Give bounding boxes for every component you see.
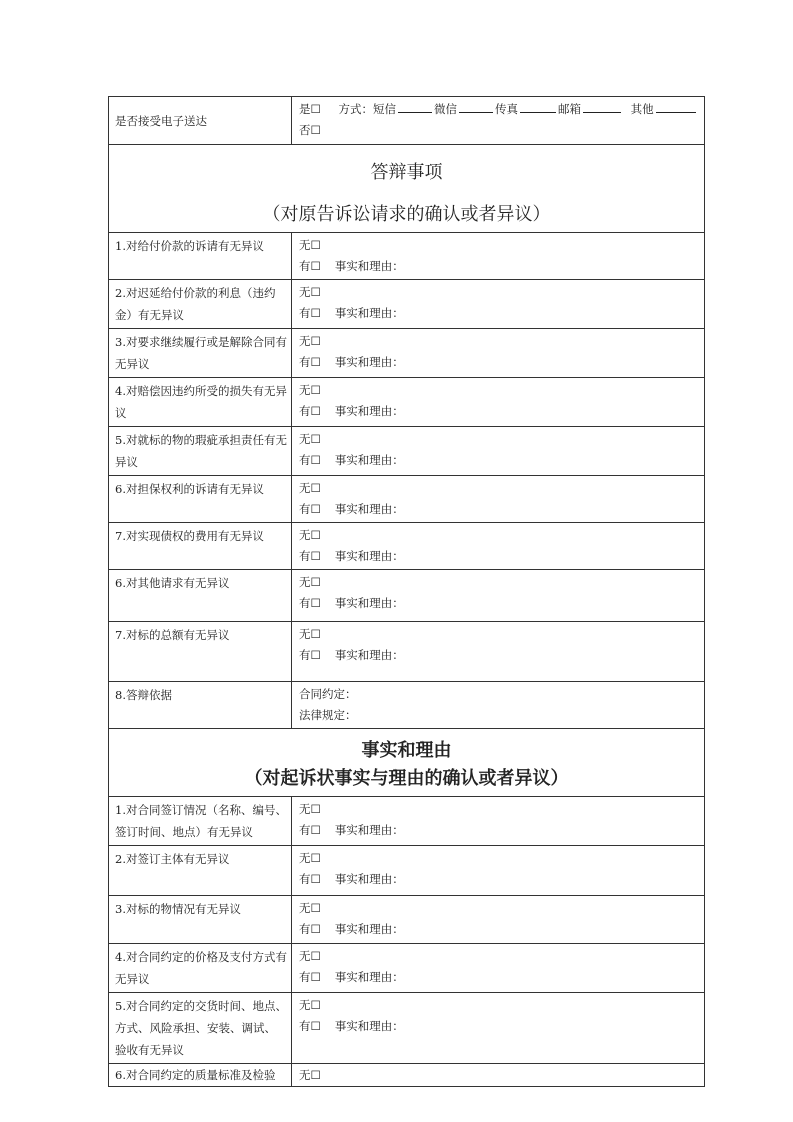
question-cell: 3.对要求继续履行或是解除合同有无异议 [109, 329, 292, 378]
question-cell: 4.对赔偿因违约所受的损失有无异议 [109, 378, 292, 427]
email-label: 邮箱 [557, 102, 581, 116]
none-checkbox[interactable]: 无☐ [299, 432, 321, 446]
answer-cell [292, 797, 705, 846]
answer-cell [292, 993, 705, 1064]
has-checkbox[interactable]: 有☐ [299, 549, 321, 563]
table-row [109, 570, 705, 622]
has-checkbox[interactable]: 有☐ [299, 872, 321, 886]
method-label: 方式： [338, 102, 373, 116]
none-checkbox[interactable]: 无☐ [299, 1068, 321, 1082]
none-checkbox[interactable]: 无☐ [299, 802, 321, 816]
table-row [109, 523, 705, 570]
table-row [109, 280, 705, 329]
table-row [109, 329, 705, 378]
answer-cell [292, 476, 705, 523]
question-cell: 6.对合同约定的质量标准及检验 [109, 1064, 292, 1087]
has-checkbox[interactable]: 有☐ [299, 596, 321, 610]
none-checkbox[interactable]: 无☐ [299, 528, 321, 542]
answer-cell [292, 329, 705, 378]
question-cell: 7.对标的总额有无异议 [109, 622, 292, 682]
section-title: 事实和理由 [361, 739, 452, 761]
question-cell: 6.对其他请求有无异议 [109, 570, 292, 622]
table-row [109, 993, 705, 1064]
section-header-facts [109, 729, 705, 797]
none-checkbox[interactable]: 无☐ [299, 285, 321, 299]
table-row [109, 427, 705, 476]
electronic-service-label: 是否接受电子送达 [109, 97, 292, 145]
reason-label: 事实和理由： [334, 404, 404, 418]
law-basis-field[interactable]: 法律规定： [299, 708, 357, 722]
question-cell: 3.对标的物情况有无异议 [109, 896, 292, 944]
answer-cell [292, 622, 705, 682]
question-cell: 1.对给付价款的诉请有无异议 [109, 233, 292, 280]
reason-label: 事实和理由： [334, 872, 404, 886]
question-cell: 6.对担保权利的诉请有无异议 [109, 476, 292, 523]
has-checkbox[interactable]: 有☐ [299, 453, 321, 467]
none-checkbox[interactable]: 无☐ [299, 949, 321, 963]
electronic-no-checkbox[interactable]: 否☐ [299, 123, 321, 137]
email-blank[interactable] [583, 101, 621, 113]
defense-form-table [108, 96, 705, 1087]
has-checkbox[interactable]: 有☐ [299, 259, 321, 273]
question-cell: 4.对合同约定的价格及支付方式有无异议 [109, 944, 292, 993]
table-row [109, 944, 705, 993]
question-cell: 7.对实现债权的费用有无异议 [109, 523, 292, 570]
table-row [109, 846, 705, 896]
table-row [109, 797, 705, 846]
has-checkbox[interactable]: 有☐ [299, 502, 321, 516]
question-cell: 8.答辩依据 [109, 682, 292, 729]
table-row [109, 378, 705, 427]
reason-label: 事实和理由： [334, 596, 404, 610]
has-checkbox[interactable]: 有☐ [299, 306, 321, 320]
question-cell: 2.对迟延给付价款的利息（违约金）有无异议 [109, 280, 292, 329]
answer-cell [292, 523, 705, 570]
reason-label: 事实和理由： [334, 259, 404, 273]
other-blank[interactable] [656, 101, 696, 113]
none-checkbox[interactable]: 无☐ [299, 627, 321, 641]
table-row [109, 233, 705, 280]
section-header-defense [109, 145, 705, 233]
none-checkbox[interactable]: 无☐ [299, 334, 321, 348]
question-cell: 5.对就标的物的瑕疵承担责任有无异议 [109, 427, 292, 476]
question-cell: 2.对签订主体有无异议 [109, 846, 292, 896]
answer-cell [292, 1064, 705, 1087]
fax-blank[interactable] [520, 101, 556, 113]
reason-label: 事实和理由： [334, 922, 404, 936]
reason-label: 事实和理由： [334, 306, 404, 320]
reason-label: 事实和理由： [334, 970, 404, 984]
table-row [109, 622, 705, 682]
table-row [109, 896, 705, 944]
contract-basis-field[interactable]: 合同约定： [299, 687, 357, 701]
none-checkbox[interactable]: 无☐ [299, 383, 321, 397]
answer-cell [292, 427, 705, 476]
electronic-service-row [109, 97, 705, 145]
basis-cell [292, 682, 705, 729]
answer-cell [292, 570, 705, 622]
none-checkbox[interactable]: 无☐ [299, 575, 321, 589]
section-subtitle: （对起诉状事实与理由的确认或者异议） [244, 767, 569, 789]
has-checkbox[interactable]: 有☐ [299, 823, 321, 837]
has-checkbox[interactable]: 有☐ [299, 970, 321, 984]
reason-label: 事实和理由： [334, 502, 404, 516]
reason-label: 事实和理由： [334, 453, 404, 467]
question-cell: 5.对合同约定的交货时间、地点、方式、风险承担、安装、调试、验收有无异议 [109, 993, 292, 1064]
has-checkbox[interactable]: 有☐ [299, 404, 321, 418]
fax-label: 传真 [494, 102, 518, 116]
has-checkbox[interactable]: 有☐ [299, 355, 321, 369]
none-checkbox[interactable]: 无☐ [299, 901, 321, 915]
has-checkbox[interactable]: 有☐ [299, 922, 321, 936]
answer-cell [292, 944, 705, 993]
answer-cell [292, 846, 705, 896]
reason-label: 事实和理由： [334, 1019, 404, 1033]
section-title: 答辩事项 [370, 161, 443, 183]
table-row [109, 1064, 705, 1087]
sms-label: 短信 [372, 102, 396, 116]
answer-cell [292, 233, 705, 280]
has-checkbox[interactable]: 有☐ [299, 648, 321, 662]
none-checkbox[interactable]: 无☐ [299, 851, 321, 865]
section-subtitle: （对原告诉讼请求的确认或者异议） [262, 203, 551, 225]
reason-label: 事实和理由： [334, 823, 404, 837]
other-label: 其他 [630, 102, 654, 116]
electronic-yes-checkbox[interactable]: 是☐ [299, 102, 321, 116]
defense-basis-row [109, 682, 705, 729]
none-checkbox[interactable]: 无☐ [299, 238, 321, 252]
none-checkbox[interactable]: 无☐ [299, 481, 321, 495]
answer-cell [292, 280, 705, 329]
answer-cell [292, 378, 705, 427]
question-cell: 1.对合同签订情况（名称、编号、签订时间、地点）有无异议 [109, 797, 292, 846]
answer-cell [292, 896, 705, 944]
wechat-label: 微信 [433, 102, 457, 116]
has-checkbox[interactable]: 有☐ [299, 1019, 321, 1033]
reason-label: 事实和理由： [334, 549, 404, 563]
wechat-blank[interactable] [459, 101, 493, 113]
reason-label: 事实和理由： [334, 648, 404, 662]
none-checkbox[interactable]: 无☐ [299, 998, 321, 1012]
table-row [109, 476, 705, 523]
electronic-service-options [292, 97, 705, 145]
sms-blank[interactable] [398, 101, 432, 113]
reason-label: 事实和理由： [334, 355, 404, 369]
